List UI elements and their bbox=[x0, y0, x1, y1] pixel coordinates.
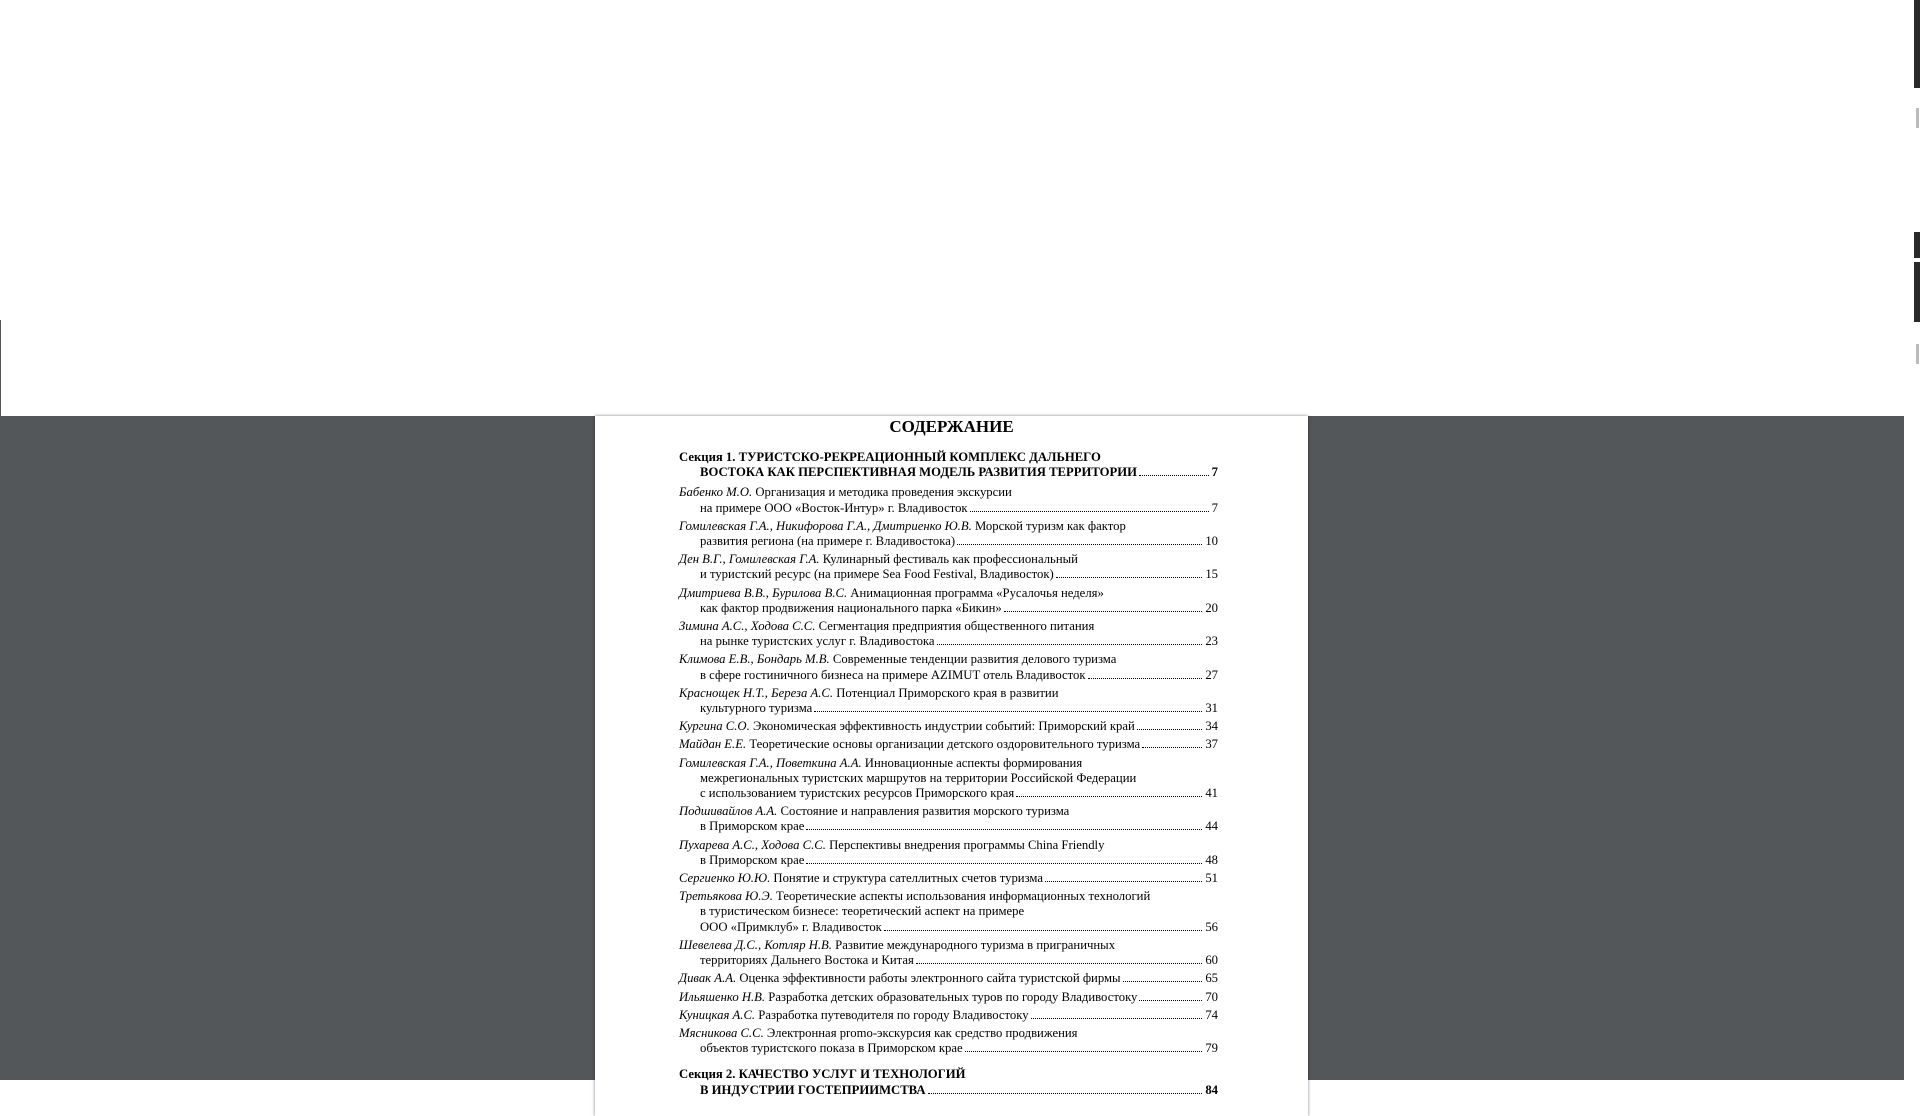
dot-leader bbox=[965, 1051, 1203, 1052]
entry-title: Развитие международного туризма в приграничных bbox=[835, 937, 1116, 952]
toc-entry-line bbox=[679, 804, 1218, 819]
entry-title: Теоретические основы организации детского оздоровительного туризма bbox=[749, 737, 1141, 752]
dot-leader bbox=[1088, 678, 1203, 679]
dot-leader bbox=[1142, 747, 1202, 748]
entry-title-line: Секция 1. ТУРИСТСКО-РЕКРЕАЦИОННЫЙ КОМПЛЕКС ДАЛЬНЕГО bbox=[679, 450, 1101, 464]
toc-entry bbox=[679, 737, 1218, 752]
toc-entry-line bbox=[679, 719, 1218, 734]
toc-entry-last-line bbox=[679, 786, 1218, 801]
entry-title-line: и туристский ресурс (на примере Sea Food Festival, Владивосток) bbox=[700, 567, 1054, 582]
toc-entry-line bbox=[679, 737, 1218, 752]
entry-authors: Зимина А.С., Ходова С.С. bbox=[679, 619, 816, 634]
toc-entry-line bbox=[679, 652, 1218, 667]
dot-leader bbox=[1004, 611, 1203, 612]
toc-entry-line bbox=[679, 485, 1218, 500]
entry-text bbox=[679, 1008, 1029, 1023]
page-number: 48 bbox=[1205, 852, 1218, 867]
toc-entry-line bbox=[679, 990, 1218, 1005]
entry-title: Потенциал Приморского края в развитии bbox=[836, 685, 1059, 700]
vertical-scrollbar[interactable] bbox=[1904, 0, 1920, 1080]
dot-leader bbox=[970, 511, 1209, 512]
toc-entry bbox=[679, 889, 1218, 935]
page-number: 20 bbox=[1205, 600, 1218, 615]
entry-title: Состояние и направления развития морского туризма bbox=[780, 804, 1070, 819]
entry-title-line: ВОСТОКА КАК ПЕРСПЕКТИВНАЯ МОДЕЛЬ РАЗВИТИЯ ТЕРРИТОРИИ bbox=[700, 465, 1138, 480]
entry-authors: Ден В.Г., Гомилевская Г.А. bbox=[679, 552, 820, 567]
page-number: 79 bbox=[1205, 1041, 1218, 1056]
entry-title: Оценка эффективности работы электронного сайта туристской фирмы bbox=[739, 971, 1121, 986]
toc-entry-last-line bbox=[679, 567, 1218, 582]
toc-entry-line bbox=[679, 838, 1218, 853]
entry-authors: Мясникова С.С. bbox=[679, 1025, 764, 1040]
page-number: 34 bbox=[1205, 719, 1218, 734]
entry-authors: Краснощек Н.Т., Береза А.С. bbox=[679, 685, 834, 700]
entry-authors: Сергиенко Ю.Ю. bbox=[679, 871, 771, 886]
entry-title: Современные тенденции развития делового туризма bbox=[832, 652, 1117, 667]
toc-entry-line bbox=[679, 938, 1218, 953]
scrollbar-tick bbox=[1916, 108, 1919, 128]
entry-title-line: как фактор продвижения национального парка «Бикин» bbox=[700, 600, 1002, 615]
entry-title: Электронная promo-экскурсия как средство продвижения bbox=[766, 1025, 1078, 1040]
entry-authors: Подшивайлов А.А. bbox=[679, 804, 778, 819]
entry-title-line: межрегиональных туристских маршрутов на территории Российской Федерации bbox=[700, 770, 1137, 785]
entry-authors: Ильяшенко Н.В. bbox=[679, 989, 766, 1004]
scrollbar-marker bbox=[1914, 0, 1920, 88]
dot-leader bbox=[806, 829, 1202, 830]
entry-authors: Дивак А.А. bbox=[679, 971, 737, 986]
dot-leader bbox=[1016, 796, 1202, 797]
toc-entry bbox=[679, 552, 1218, 582]
entry-authors: Дмитриева В.В., Бурилова В.С. bbox=[679, 585, 848, 600]
blank-page-area bbox=[0, 0, 1904, 416]
dot-leader bbox=[1045, 881, 1202, 882]
toc-section bbox=[679, 450, 1218, 480]
toc-entry bbox=[679, 938, 1218, 968]
table-of-contents bbox=[679, 450, 1218, 1103]
dot-leader bbox=[1056, 577, 1203, 578]
toc-entry bbox=[679, 652, 1218, 682]
entry-title: Разработка путеводителя по городу Владивостоку bbox=[758, 1007, 1029, 1022]
toc-entry-line bbox=[679, 552, 1218, 567]
entry-title: Инновационные аспекты формирования bbox=[864, 755, 1083, 770]
dot-leader bbox=[884, 930, 1202, 931]
entry-authors: Кургина С.О. bbox=[679, 719, 750, 734]
entry-text bbox=[679, 871, 1043, 886]
document-viewer[interactable] bbox=[0, 416, 1904, 1097]
dot-leader bbox=[1139, 475, 1209, 476]
toc-entry bbox=[679, 719, 1218, 734]
entry-title: Кулинарный фестиваль как профессиональный bbox=[822, 552, 1078, 567]
entry-authors: Климова Е.В., Бондарь М.В. bbox=[679, 652, 830, 667]
toc-entry-last-line bbox=[679, 701, 1218, 716]
toc-entry-last-line bbox=[679, 853, 1218, 868]
toc-entry bbox=[679, 871, 1218, 886]
document-page bbox=[595, 416, 1308, 1116]
page-number: 15 bbox=[1205, 567, 1218, 582]
window-edge bbox=[0, 320, 1, 416]
scrollbar-tick bbox=[1916, 344, 1919, 364]
toc-entry-last-line bbox=[679, 465, 1218, 480]
page-number: 60 bbox=[1205, 953, 1218, 968]
toc-entry-last-line bbox=[679, 634, 1218, 649]
entry-authors: Гомилевская Г.А., Никифорова Г.А., Дмитриенко Ю.В. bbox=[679, 518, 972, 533]
entry-title-line: культурного туризма bbox=[700, 701, 813, 716]
entry-title-line: Секция 2. КАЧЕСТВО УСЛУГ И ТЕХНОЛОГИЙ bbox=[679, 1067, 966, 1082]
entry-title: Перспективы внедрения программы China Friendly bbox=[829, 837, 1105, 852]
entry-authors: Пухарева А.С., Ходова С.С. bbox=[679, 837, 826, 852]
page-number: 10 bbox=[1205, 534, 1218, 549]
entry-title-line: в Приморском крае bbox=[700, 819, 805, 834]
entry-title: Экономическая эффективность индустрии событий: Приморский край bbox=[752, 719, 1135, 734]
page-number: 37 bbox=[1205, 737, 1218, 752]
toc-entry-last-line bbox=[679, 501, 1218, 516]
dot-leader bbox=[1123, 981, 1203, 982]
toc-entry-last-line bbox=[679, 601, 1218, 616]
dot-leader bbox=[1031, 1018, 1203, 1019]
toc-entry-last-line bbox=[679, 668, 1218, 683]
entry-title-line: в Приморском крае bbox=[700, 852, 805, 867]
entry-title: Организация и методика проведения экскурсии bbox=[755, 485, 1012, 500]
toc-entry-last-line bbox=[679, 819, 1218, 834]
entry-text bbox=[679, 990, 1137, 1005]
dot-leader bbox=[916, 963, 1202, 964]
entry-text bbox=[679, 719, 1135, 734]
toc-entry-last-line bbox=[679, 1041, 1218, 1056]
toc-entry bbox=[679, 1026, 1218, 1056]
toc-entry bbox=[679, 990, 1218, 1005]
toc-entry-line bbox=[679, 756, 1218, 771]
page-number: 31 bbox=[1205, 701, 1218, 716]
page-number: 65 bbox=[1205, 971, 1218, 986]
toc-title: СОДЕРЖАНИЕ bbox=[889, 417, 1014, 436]
toc-entry-line bbox=[679, 619, 1218, 634]
entry-title: Понятие и структура сателлитных счетов туризма bbox=[773, 871, 1043, 886]
toc-entry-last-line bbox=[679, 1083, 1218, 1098]
page-number: 44 bbox=[1205, 819, 1218, 834]
entry-title-line: территориях Дальнего Востока и Китая bbox=[700, 953, 914, 968]
toc-entry-line bbox=[679, 1026, 1218, 1041]
entry-title-line: в туристическом бизнесе: теоретический аспект на примере bbox=[700, 904, 1025, 919]
entry-text bbox=[679, 737, 1140, 752]
toc-entry bbox=[679, 619, 1218, 649]
toc-entry bbox=[679, 971, 1218, 986]
page-number: 74 bbox=[1205, 1007, 1218, 1022]
toc-entry-line bbox=[679, 686, 1218, 701]
dot-leader bbox=[806, 863, 1202, 864]
scrollbar-marker bbox=[1914, 232, 1920, 258]
toc-section bbox=[679, 1067, 1218, 1097]
page-number: 84 bbox=[1205, 1082, 1218, 1097]
entry-title: Морской туризм как фактор bbox=[974, 518, 1126, 533]
toc-entry-line bbox=[679, 519, 1218, 534]
entry-authors: Куницкая А.С. bbox=[679, 1007, 756, 1022]
toc-entry-line bbox=[679, 586, 1218, 601]
page-number: 41 bbox=[1205, 786, 1218, 801]
entry-authors: Шевелева Д.С., Котляр Н.В. bbox=[679, 937, 832, 952]
toc-entry bbox=[679, 1008, 1218, 1023]
entry-text bbox=[679, 971, 1121, 986]
toc-entry bbox=[679, 804, 1218, 834]
entry-title-line: на примере ООО «Восток-Интур» г. Владивосток bbox=[700, 500, 968, 515]
dot-leader bbox=[1137, 729, 1203, 730]
dot-leader bbox=[937, 644, 1203, 645]
scrollbar-thumb[interactable] bbox=[1914, 262, 1920, 322]
entry-title: Сегментация предприятия общественного питания bbox=[818, 619, 1095, 634]
dot-leader bbox=[814, 711, 1202, 712]
page-number: 23 bbox=[1205, 634, 1218, 649]
toc-entry-line bbox=[679, 871, 1218, 886]
entry-title: Теоретические аспекты использования информационных технологий bbox=[776, 889, 1151, 904]
entry-title-line: объектов туристского показа в Приморском крае bbox=[700, 1041, 963, 1056]
toc-entry bbox=[679, 485, 1218, 515]
toc-entry-line bbox=[679, 971, 1218, 986]
entry-authors: Бабенко М.О. bbox=[679, 485, 753, 500]
page-number: 51 bbox=[1205, 871, 1218, 886]
page-number: 70 bbox=[1205, 989, 1218, 1004]
page-number: 27 bbox=[1205, 667, 1218, 682]
entry-title-line: в сфере гостиничного бизнеса на примере AZIMUT отель Владивосток bbox=[700, 667, 1086, 682]
toc-entry-last-line bbox=[679, 953, 1218, 968]
toc-entry bbox=[679, 519, 1218, 549]
toc-entry-line bbox=[679, 889, 1218, 904]
entry-title: Разработка детских образовательных туров по городу Владивостоку bbox=[768, 989, 1138, 1004]
toc-entry bbox=[679, 756, 1218, 802]
entry-title-line: развития региона (на примере г. Владивостока) bbox=[700, 534, 956, 549]
entry-title: Анимационная программа «Русалочья неделя» bbox=[850, 585, 1104, 600]
entry-title-line: на рынке туристских услуг г. Владивостока bbox=[700, 634, 935, 649]
toc-entry bbox=[679, 686, 1218, 716]
page-number: 56 bbox=[1205, 919, 1218, 934]
toc-entry-last-line bbox=[679, 920, 1218, 935]
toc-entry-line bbox=[679, 1008, 1218, 1023]
toc-entry-last-line bbox=[679, 534, 1218, 549]
entry-title-line: В ИНДУСТРИИ ГОСТЕПРИИМСТВА bbox=[700, 1082, 926, 1097]
entry-authors: Третьякова Ю.Э. bbox=[679, 889, 773, 904]
page-number: 7 bbox=[1211, 500, 1218, 515]
entry-authors: Майдан Е.Е. bbox=[679, 737, 747, 752]
dot-leader bbox=[957, 544, 1202, 545]
dot-leader bbox=[928, 1093, 1203, 1094]
entry-title-line: ООО «Примклуб» г. Владивосток bbox=[700, 919, 882, 934]
toc-entry bbox=[679, 838, 1218, 868]
toc-entry bbox=[679, 586, 1218, 616]
page-number: 7 bbox=[1211, 465, 1218, 480]
entry-authors: Гомилевская Г.А., Поветкина А.А. bbox=[679, 755, 862, 770]
dot-leader bbox=[1139, 1000, 1202, 1001]
entry-title-line: с использованием туристских ресурсов Приморского края bbox=[700, 786, 1015, 801]
